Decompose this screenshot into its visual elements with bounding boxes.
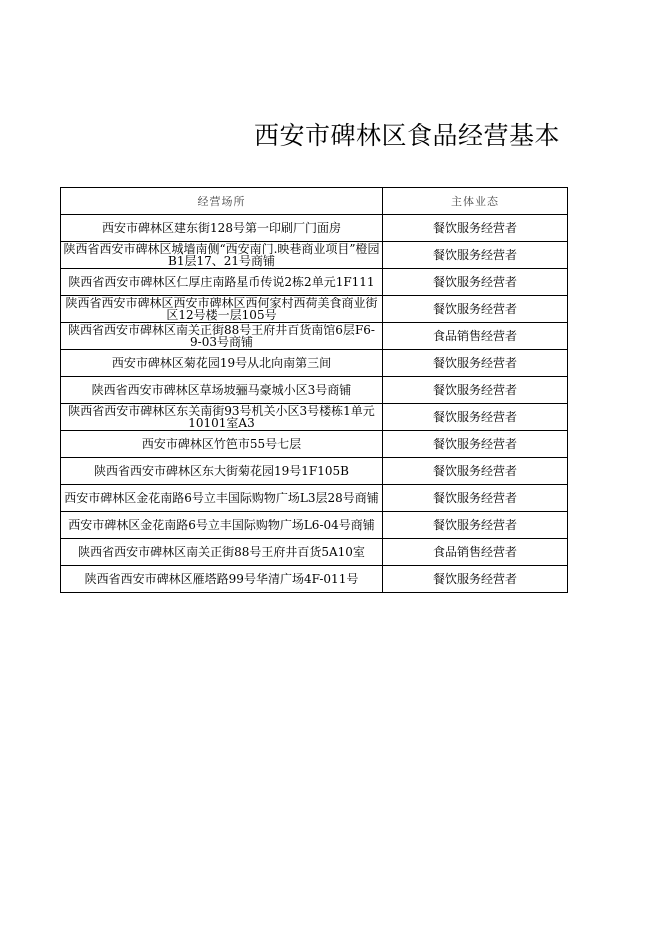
table-row xyxy=(61,485,568,512)
location-cell xyxy=(61,458,383,485)
location-cell xyxy=(61,539,383,566)
type-text: 餐饮服务经营者 xyxy=(432,491,517,505)
type-cell xyxy=(383,242,568,269)
location-text: 陕西省西安市碑林区西安市碑林区西何家村西荷美食商业街区12号楼一层105号 xyxy=(65,297,378,321)
table-row xyxy=(61,269,568,296)
location-text: 陕西省西安市碑林区东大街菊花园19号1F105B xyxy=(94,464,349,478)
type-cell xyxy=(383,539,568,566)
location-text: 陕西省西安市碑林区南关正街88号王府井百货5A10室 xyxy=(78,545,365,559)
location-text: 陕西省西安市碑林区草场坡骊马豪城小区3号商铺 xyxy=(91,383,352,397)
type-cell xyxy=(383,350,568,377)
type-cell xyxy=(383,404,568,431)
type-text: 餐饮服务经营者 xyxy=(432,356,517,370)
location-text: 西安市碑林区金花南路6号立丰国际购物广场L3层28号商铺 xyxy=(64,492,379,504)
table-row xyxy=(61,242,568,269)
type-cell xyxy=(383,512,568,539)
table-row xyxy=(61,566,568,593)
type-cell xyxy=(383,458,568,485)
location-cell xyxy=(61,431,383,458)
type-cell xyxy=(383,269,568,296)
location-text: 西安市碑林区金花南路6号立丰国际购物广场L6-04号商铺 xyxy=(68,519,375,531)
location-cell xyxy=(61,296,383,323)
location-cell xyxy=(61,323,383,350)
type-cell xyxy=(383,215,568,242)
location-cell xyxy=(61,215,383,242)
location-cell xyxy=(61,566,383,593)
type-cell xyxy=(383,485,568,512)
table-row xyxy=(61,431,568,458)
location-text: 陕西省西安市碑林区南关正街88号王府井百货南馆6层F6-9-03号商铺 xyxy=(68,324,375,348)
table-row xyxy=(61,539,568,566)
column-header-type: 主体业态 xyxy=(383,188,568,215)
location-text: 西安市碑林区建东街128号第一印刷厂门面房 xyxy=(102,221,341,235)
table-row xyxy=(61,404,568,431)
type-text: 餐饮服务经营者 xyxy=(432,464,517,478)
location-cell xyxy=(61,404,383,431)
type-text: 食品销售经营者 xyxy=(432,545,517,559)
table-row xyxy=(61,296,568,323)
type-text: 餐饮服务经营者 xyxy=(432,518,517,532)
location-text: 陕西省西安市碑林区城墙南侧“西安南门.映巷商业项目”橙园B1层17、21号商铺 xyxy=(63,243,380,267)
table-row xyxy=(61,458,568,485)
location-text: 西安市碑林区菊花园19号从北向南第三间 xyxy=(111,356,332,370)
header-row xyxy=(61,188,568,215)
location-cell xyxy=(61,242,383,269)
type-cell xyxy=(383,431,568,458)
table-row xyxy=(61,512,568,539)
table-row xyxy=(61,323,568,350)
type-text: 餐饮服务经营者 xyxy=(432,572,517,586)
location-cell xyxy=(61,350,383,377)
type-cell xyxy=(383,377,568,404)
page-title: 西安市碑林区食品经营基本 xyxy=(254,121,561,150)
type-text: 餐饮服务经营者 xyxy=(432,275,517,289)
location-text: 陕西省西安市碑林区东关南街93号机关小区3号楼栋1单元10101室A3 xyxy=(68,405,375,429)
table-row xyxy=(61,215,568,242)
location-cell xyxy=(61,512,383,539)
location-cell xyxy=(61,269,383,296)
type-text: 餐饮服务经营者 xyxy=(432,437,517,451)
location-text: 陕西省西安市碑林区仁厚庄南路星币传说2栋2单元1F111 xyxy=(68,276,375,288)
type-text: 餐饮服务经营者 xyxy=(432,302,517,316)
type-text: 食品销售经营者 xyxy=(432,329,517,343)
column-header-location: 经营场所 xyxy=(61,188,383,215)
type-cell xyxy=(383,296,568,323)
table-row xyxy=(61,350,568,377)
type-cell xyxy=(383,566,568,593)
location-cell xyxy=(61,377,383,404)
type-text: 餐饮服务经营者 xyxy=(432,221,517,235)
type-text: 餐饮服务经营者 xyxy=(432,248,517,262)
type-text: 餐饮服务经营者 xyxy=(432,383,517,397)
table-row xyxy=(61,377,568,404)
type-text: 餐饮服务经营者 xyxy=(432,410,517,424)
location-text: 西安市碑林区竹笆市55号七层 xyxy=(141,437,302,451)
type-cell xyxy=(383,323,568,350)
business-table xyxy=(60,187,568,593)
location-cell xyxy=(61,485,383,512)
location-text: 陕西省西安市碑林区雁塔路99号华清广场4F-011号 xyxy=(84,572,359,586)
